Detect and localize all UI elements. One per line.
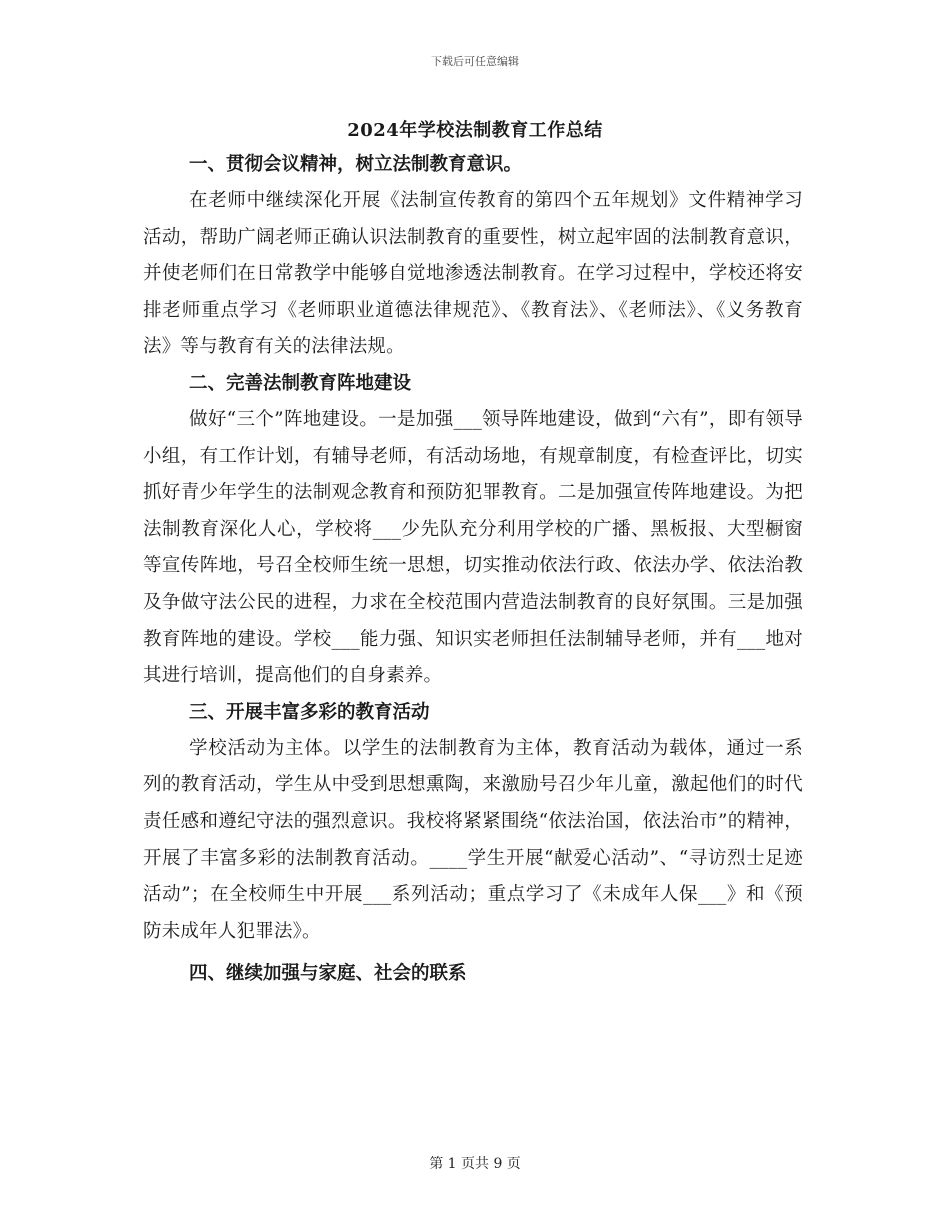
section-4-heading: 四、继续加强与家庭、社会的联系 xyxy=(189,963,467,985)
section-2-heading: 二、完善法制教育阵地建设 xyxy=(189,372,412,394)
page-number: 第 1 页共 9 页 xyxy=(429,1156,521,1172)
section-1-paragraph: 在老师中继续深化开展《法制宣传教育的第四个五年规划》文件精神学习活动，帮助广阔老师正确认识法制教育的重要性，树立起牢固的法制教育意识，并使老师们在日常教学中能够自觉地渗透法制教育。在学习过程中，学校还将安排老师重点学习《老师职业道德法律规范》、《教育法》、《老师法》、《义务教育法》等与教育有关的法律法规。 xyxy=(143,190,803,358)
section-1-heading: 一、贯彻会议精神，树立法制教育意识。 xyxy=(189,154,523,175)
document-body xyxy=(143,147,803,992)
document-title: 2024年学校法制教育工作总结 xyxy=(347,120,603,141)
section-2-paragraph: 做好“三个”阵地建设。一是加强___领导阵地建设，做到“六有”，即有领导小组，有工作计划，有辅导老师，有活动场地，有规章制度，有检查评比，切实抓好青少年学生的法制观念教育和预防犯罪教育。二是加强宣传阵地建设。为把法制教育深化人心，学校将___少先队充分利用学校的广播、黑板报、大型橱窗等宣传阵地，号召全校师生统一思想，切实推动依法行政、依法办学、依法治教及争做守法公民的进程，力求在全校范围内营造法制教育的良好氛围。三是加强教育阵地的建设。学校___能力强、知识实老师担任法制辅导老师，并有___地对其进行培训，提高他们的自身素养。 xyxy=(143,408,803,687)
page-header-note: 下载后可任意编辑 xyxy=(431,55,519,68)
section-3-paragraph: 学校活动为主体。以学生的法制教育为主体，教育活动为载体，通过一系列的教育活动，学生从中受到思想熏陶，来激励号召少年儿童，激起他们的时代责任感和遵纪守法的强烈意识。我校将紧紧围绕“依法治国，依法治市”的精神，开展了丰富多彩的法制教育活动。____学生开展“献爱心活动”、“寻访烈士足迹活动”；在全校师生中开展___系列活动；重点学习了《未成年人保___》和《预防未成年人犯罪法》。 xyxy=(143,737,803,942)
section-3-heading: 三、开展丰富多彩的教育活动 xyxy=(189,701,430,723)
